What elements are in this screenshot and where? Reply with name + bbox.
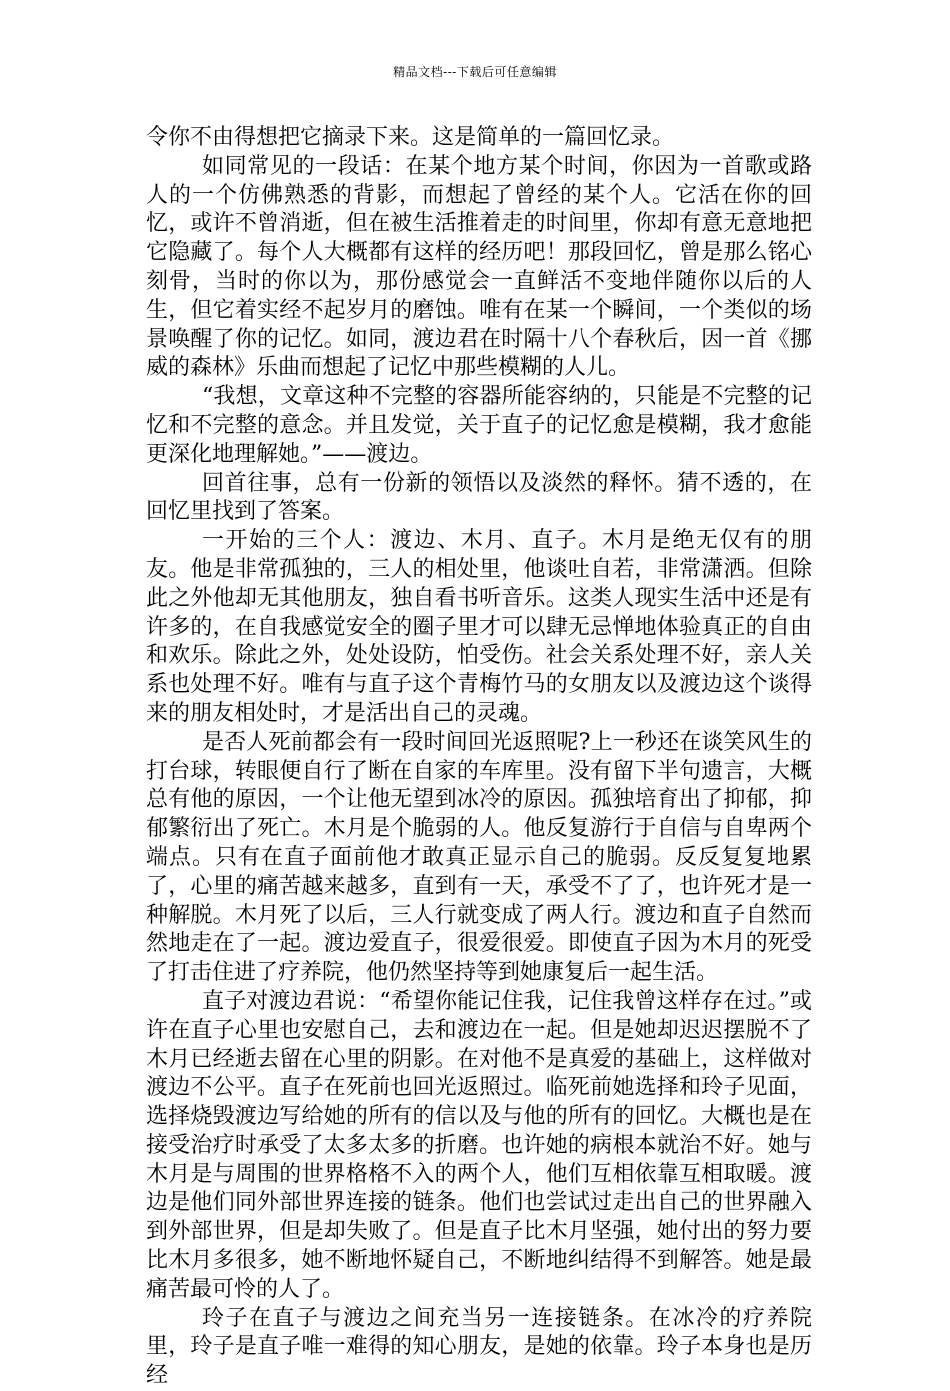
paragraph-1: 令你不由得想把它摘录下来。这是简单的一篇回忆录。 (146, 125, 675, 150)
paragraph-7: 直子对渡边君说：“希望你能记住我，记住我曾这样存在过。”或许在直子心里也安慰自己，去和渡边在一起。但是她却迟迟摆脱不了木月已经逝去留在心里的阴影。在对他不是真爱的基础上，这样做对渡边不公平。直子在死前也回光返照过。临死前她选择和玲子见面，选择烧毁渡边写给她的所有的信以及与他的所有的回忆。大概也是在接受治疗时承受了太多太多的折磨。也许她的病根本就治不好。她与木月是与周围的世界格格不入的两个人，他们互相依靠互相取暖。渡边是他们同外部世界连接的链条。他们也尝试过走出自己的世界融入到外部世界，但是却失败了。但是直子比木月坚强，她付出的努力要比木月多很多，她不断地怀疑自己，不断地纠结得不到解答。她是最痛苦最可怜的人了。 (146, 988, 812, 1302)
page-header: 精品文档---下载后可任意编辑 (393, 65, 557, 79)
paragraph-2: 如同常见的一段话：在某个地方某个时间，你因为一首歌或路人的一个仿佛熟悉的背影，而想起了曾经的某个人。它活在你的回忆，或许不曾消逝，但在被生活推着走的时间里，你却有意无意地把它隐藏了。每个人大概都有这样的经历吧！那段回忆，曾是那么铭心刻骨，当时的你以为，那份感觉会一直鲜活不变地伴随你以后的人生，但它着实经不起岁月的磨蚀。唯有在某一个瞬间，一个类似的场景唤醒了你的记忆。如同，渡边君在时隔十八个春秋后，因一首《挪威的森林》乐曲而想起了记忆中那些模糊的人儿。 (146, 153, 812, 381)
paragraph-5: 一开始的三个人：渡边、木月、直子。木月是绝无仅有的朋友。他是非常孤独的，三人的相处里，他谈吐自若，非常潇洒。但除此之外他却无其他朋友，独自看书听音乐。这类人现实生活中还是有许多的，在自我感觉安全的圈子里才可以肆无忌惮地体验真正的自由和欢乐。除此之外，处处设防，怕受伤。社会关系处理不好，亲人关系也处理不好。唯有与直子这个青梅竹马的女朋友以及渡边这个谈得来的朋友相处时，才是活出自己的灵魂。 (146, 528, 812, 726)
paragraph-3: “我想，文章这种不完整的容器所能容纳的，只能是不完整的记忆和不完整的意念。并且发觉，关于直子的记忆愈是模糊，我才愈能更深化地理解她。”——渡边。 (146, 384, 812, 467)
paragraph-8: 玲子在直子与渡边之间充当另一连接链条。在冰冷的疗养院里，玲子是直子唯一难得的知心朋友，是她的依靠。玲子本身也是历经 (146, 1305, 812, 1389)
document-body (146, 124, 812, 1391)
paragraph-4: 回首往事，总有一份新的领悟以及淡然的释怀。猜不透的，在回忆里找到了答案。 (146, 470, 812, 525)
paragraph-6: 是否人死前都会有一段时间回光返照呢?上一秒还在谈笑风生的打台球，转眼便自行了断在自家的车库里。没有留下半句遗言，大概总有他的原因，一个让他无望到冰冷的原因。孤独培育出了抑郁，抑郁繁衍出了死亡。木月是个脆弱的人。他反复游行于自信与自卑两个端点。只有在直子面前他才敢真正显示自己的脆弱。反反复复地累了，心里的痛苦越来越多，直到有一天，承受不了了，也许死才是一种解脱。木月死了以后，三人行就变成了两人行。渡边和直子自然而然地走在了一起。渡边爱直子，很爱很爱。即使直子因为木月的死受了打击住进了疗养院，他仍然坚持等到她康复后一起生活。 (146, 729, 812, 986)
